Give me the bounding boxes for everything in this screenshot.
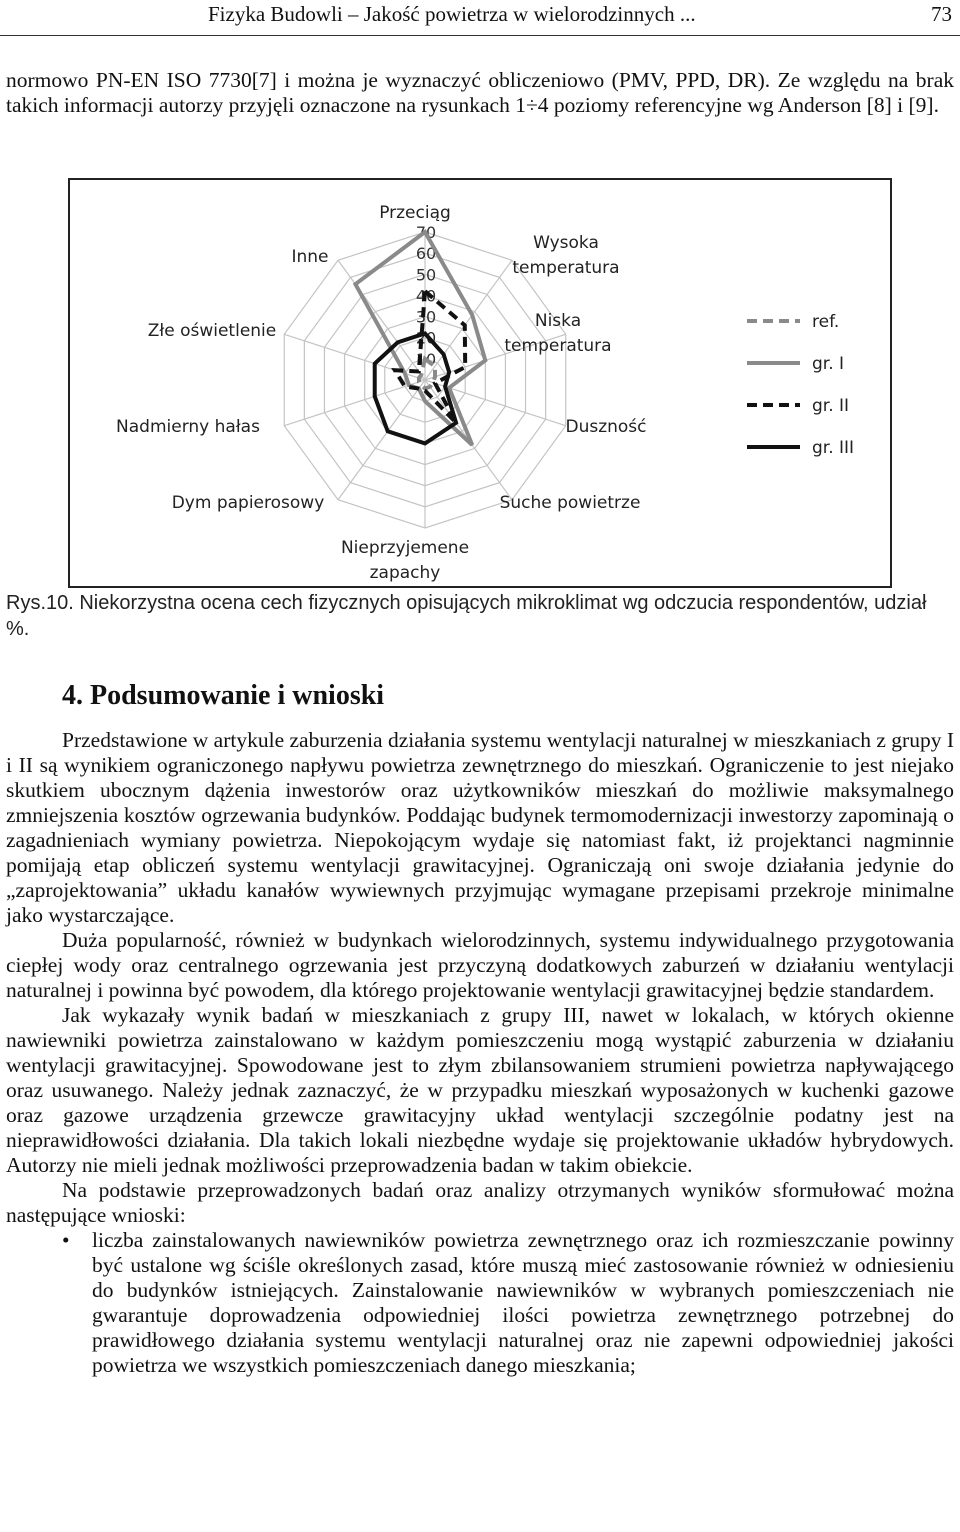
- axis-label: Dym papierosowy: [171, 493, 325, 513]
- tick-label: 20: [415, 328, 437, 348]
- axis-label: Suche powietrze: [499, 493, 641, 513]
- intro-paragraph: normowo PN-EN ISO 7730[7] i można je wyznaczyć obliczeniowo (PMV, PPD, DR). Ze względu na brak takich informacji autorzy przyjęli oznaczone na rysunkach 1÷4 poziomy referencyjne wg Anderson [8] i [9].: [6, 68, 954, 117]
- tick-label: 10: [415, 349, 437, 369]
- list-item-text: liczba zainstalowanych nawiewników powietrza zewnętrznego oraz ich rozmieszczanie powinny być ustalone wg ściśle określonych zasad, które muszą mieć zastosowanie również w odniesieniu do budynków istniejących. Zainstalowanie nawiewników w wybranych pomieszczeniach nie gwarantuje doprowadzenia odpowiedniej ilości powietrza zewnętrznego potrzebnej do prawidłowego działania systemu wentylacji naturalnej oraz nie zapewni odpowiedniej jakości powietrza we wszystkich pomieszczeniach danego mieszkania;: [92, 1228, 954, 1377]
- axis-label: zapachy: [369, 563, 441, 583]
- tick-label: 60: [415, 244, 437, 264]
- paragraph-3: Jak wykazały wynik badań w mieszkaniach z grupy III, nawet w lokalach, w których okienne nawiewniki powietrza zainstalowano w każdym pomieszczeniu mogą wystąpić zaburzenia w działaniu wentylacji grawitacyjnej. Spowodowane jest to złym zbilansowaniem strumieni powietrza napływającego oraz usuwanego. Należy jednak zaznaczyć, że w przypadku mieszkań wyposażonych w kuchenki gazowe oraz gazowe urządzenia grzewcze grawitacyjny układ wentylacji szczególnie podatny jest na nieprawidłowości działania. Dla takich lokali niezbędne wydaje się projektowanie układów hybrydowych. Autorzy nie mieli jednak możliwości przeprowadzenia badan w takim obiekcie.: [6, 1003, 954, 1177]
- page-header: [0, 0, 960, 36]
- conclusions-list: [6, 1228, 954, 1378]
- axis-label: temperatura: [512, 258, 620, 278]
- axis-label: Przeciąg: [379, 203, 451, 223]
- axis-label: Nieprzyjemene: [340, 538, 470, 558]
- figure-caption: Rys.10. Niekorzystna ocena cech fizycznych opisujących mikroklimat wg odczucia respondentów, udział %.: [6, 592, 927, 640]
- section-body: [6, 728, 954, 1378]
- grid-spoke: [284, 380, 425, 426]
- legend-label: gr. II: [812, 396, 850, 416]
- paragraph-2: Duża popularność, również w budynkach wielorodzinnych, systemu indywidualnego przygotowania ciepłej wody oraz centralnego ogrzewania jest przyczyną dodatkowych zaburzeń w działaniu wentylacji naturalnej i powinna być powodem, dla którego projektowanie wentylacji grawitacyjnej będzie standardem.: [6, 928, 954, 1002]
- axis-label: temperatura: [504, 336, 612, 356]
- legend-label: gr. I: [812, 354, 845, 374]
- section-title: 4. Podsumowanie i wnioski: [62, 680, 385, 711]
- tick-label: 70: [415, 223, 437, 242]
- axis-label: Niska: [534, 311, 582, 331]
- tick-label: 40: [415, 286, 437, 306]
- axis-label: Duszność: [565, 417, 647, 437]
- axis-label: Inne: [291, 247, 329, 267]
- legend-label: gr. III: [812, 438, 855, 458]
- running-title: Fizyka Budowli – Jakość powietrza w wielorodzinnych ...: [208, 2, 696, 26]
- tick-label: 50: [415, 265, 437, 285]
- paragraph-1: Przedstawione w artykule zaburzenia działania systemu wentylacji naturalnej w mieszkaniach z grupy I i II są wynikiem ograniczonego napływu powietrza zewnętrznego do mieszkań. Ograniczenie to jest niejako skutkiem ubocznym dążenia inwestorów oraz użytkowników mieszkań do możliwie maksymalnego zmniejszenia kosztów ogrzewania budynków. Poddając budynek termomodernizacji inwestorzy zapominają o zagadnieniach wymiany powietrza. Niepokojącym wydaje się natomiast fakt, iż projektanci nagminnie pomijają etap obliczeń systemu wentylacji grawitacyjnej. Ograniczają oni swoje działania jedynie do „zaprojektowania” układu kanałów wywiewnych przyjmując wymagane przepisami przekroje minimalne jako wystarczające.: [6, 728, 954, 927]
- radar-chart: [70, 180, 890, 586]
- bullet-marker: •: [62, 1228, 70, 1252]
- axis-label: Wysoka: [533, 233, 599, 253]
- page-number: 73: [931, 2, 952, 26]
- paragraph-4: Na podstawie przeprowadzonych badań oraz analizy otrzymanych wyników sformułować można następujące wnioski:: [6, 1178, 954, 1227]
- tick-label: 30: [415, 307, 437, 327]
- list-item: [6, 1228, 954, 1378]
- figure-frame: [68, 178, 892, 588]
- header-rule: [0, 35, 960, 36]
- axis-label: Złe oświetlenie: [147, 321, 277, 341]
- axis-label: Nadmierny hałas: [116, 417, 260, 437]
- legend-label: ref.: [812, 312, 840, 332]
